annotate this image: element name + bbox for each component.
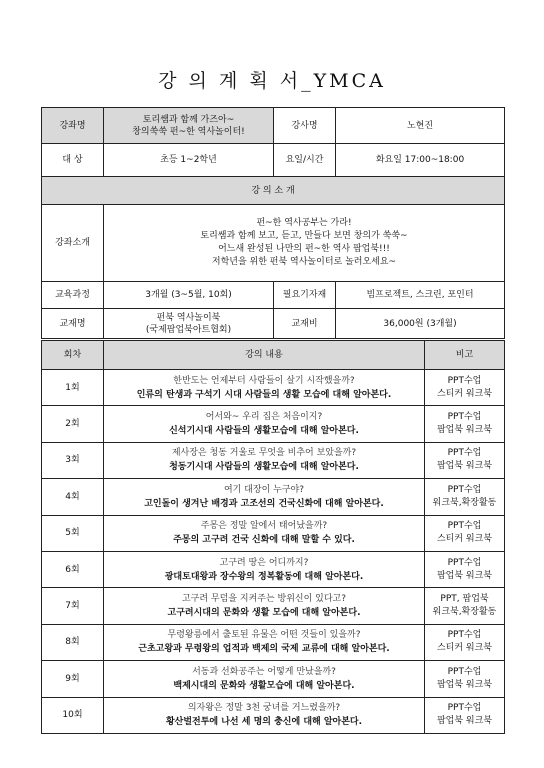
note-line1: PPT수업 [447, 666, 482, 677]
instructor-value: 노현진 [336, 108, 505, 144]
intro-header: 강 의 소 개 [42, 177, 505, 205]
session-cell: 3회 [42, 442, 104, 478]
note-cell [425, 479, 505, 515]
intro-line: 저학년을 위한 펀북 역사놀이터로 놀러오세요~ [211, 257, 397, 267]
session-cell: 8회 [42, 624, 104, 660]
content-question: 의자왕은 정말 3천 궁녀를 거느렸을까? [187, 703, 341, 714]
supplies-label: 필요기자재 [274, 282, 336, 309]
content-objective: 인류의 탄생과 구석기 시대 사람들의 생활 모습에 대해 알아본다. [136, 389, 392, 400]
note-line1: PPT수업 [447, 412, 482, 423]
session-cell: 9회 [42, 661, 104, 697]
session-cell: 7회 [42, 588, 104, 624]
note-line2: 팝업북 워크북 [436, 679, 493, 690]
content-objective: 청동기시대 사람들의 생활모습에 대해 알아본다. [169, 462, 359, 473]
schedule-row [42, 624, 505, 660]
note-line1: PPT수업 [447, 557, 482, 568]
session-cell: 4회 [42, 479, 104, 515]
note-cell [425, 515, 505, 551]
textbook-line1: 펀북 역사놀이북 [156, 312, 221, 323]
schedule-row [42, 406, 505, 442]
note-line2: 워크북,확장활동 [432, 497, 497, 508]
content-cell [104, 442, 425, 478]
textbook-value [104, 309, 274, 339]
content-question: 고구려 무덤을 지켜주는 방위신이 있다고? [181, 594, 347, 605]
content-objective: 근초고왕과 무령왕의 업적과 백제의 국제 교류에 대해 알아본다. [138, 644, 390, 655]
content-cell [104, 406, 425, 442]
instructor-label: 강사명 [274, 108, 336, 144]
content-cell [104, 479, 425, 515]
content-question: 제사장은 청동 거울로 무엇을 비추어 보았을까? [171, 448, 357, 459]
note-line2: 팝업북 워크북 [436, 716, 493, 727]
lecture-schedule-table [41, 340, 505, 734]
note-cell [425, 624, 505, 660]
intro-text [104, 205, 505, 282]
course-name-line2: 창의쑥쑥 펀~한 역사놀이터! [132, 126, 245, 137]
content-objective: 신석기시대 사람들의 생활모습에 대해 알아본다. [169, 426, 359, 437]
content-cell [104, 515, 425, 551]
content-objective: 고구려시대의 문화와 생활 모습에 대해 알아본다. [167, 608, 361, 619]
content-objective: 황산벌전투에 나선 세 명의 충신에 대해 알아본다. [165, 717, 363, 728]
note-line1: PPT수업 [447, 375, 482, 386]
schedule-row [42, 479, 505, 515]
note-line2: 팝업북 워크북 [436, 570, 493, 581]
content-cell [104, 588, 425, 624]
schedule-row [42, 661, 505, 697]
course-name-label: 강좌명 [42, 108, 104, 144]
content-question: 한반도는 언제부터 사람들이 살기 시작했을까? [173, 375, 355, 386]
intro-line: 어느새 완성된 나만의 펀~한 역사 팝업북!!! [218, 244, 390, 254]
content-cell [104, 551, 425, 587]
schedule-value: 화요일 17:00~18:00 [336, 144, 505, 177]
content-objective: 백제시대의 문화와 생활모습에 대해 알아본다. [173, 680, 355, 691]
content-cell [104, 697, 425, 733]
schedule-label: 요일/시간 [274, 144, 336, 177]
session-cell: 5회 [42, 515, 104, 551]
supplies-value: 빔프로젝트, 스크린, 포인터 [336, 282, 505, 309]
intro-line: 토리쌤과 함께 보고, 듣고, 만들다 보면 창의가 쑥쑥~ [200, 231, 408, 241]
note-header: 비고 [425, 341, 505, 370]
content-question: 여기 대장이 누구야? [223, 484, 305, 495]
session-cell: 6회 [42, 551, 104, 587]
schedule-row [42, 370, 505, 406]
content-question: 어서와~ 우리 집은 처음이지? [205, 412, 323, 423]
fee-value: 36,000원 (3개월) [336, 309, 505, 339]
content-cell [104, 661, 425, 697]
schedule-row [42, 515, 505, 551]
note-cell [425, 370, 505, 406]
note-cell [425, 661, 505, 697]
session-cell: 10회 [42, 697, 104, 733]
content-cell [104, 370, 425, 406]
content-question: 주몽은 정말 알에서 태어났을까? [200, 521, 328, 532]
textbook-line2: (국제팝업북아트협회) [145, 324, 232, 335]
note-line2: 팝업북 워크북 [436, 461, 493, 472]
document-title: 강 의 계 획 서_YMCA [158, 70, 386, 92]
schedule-row [42, 551, 505, 587]
note-line2: 스티커 워크북 [436, 388, 493, 399]
note-line2: 스티커 워크북 [436, 643, 493, 654]
intro-line: 펀~한 역사공부는 가라! [256, 218, 352, 228]
period-value: 3개월 (3~5월, 10회) [104, 282, 274, 309]
target-value: 초등 1~2학년 [104, 144, 274, 177]
content-header: 강의 내용 [104, 341, 425, 370]
note-cell [425, 406, 505, 442]
schedule-row [42, 697, 505, 733]
note-line1: PPT수업 [447, 448, 482, 459]
content-objective: 고인돌이 생겨난 배경과 고조선의 건국신화에 대해 알아본다. [144, 498, 384, 509]
note-line1: PPT수업 [447, 484, 482, 495]
content-question: 무령왕릉에서 출토된 유물은 어떤 것들이 있을까? [167, 630, 361, 641]
textbook-label: 교재명 [42, 309, 104, 339]
note-cell [425, 588, 505, 624]
note-line2: 스티커 워크북 [436, 534, 493, 545]
note-cell [425, 442, 505, 478]
note-line1: PPT, 팝업북 [440, 594, 489, 605]
note-cell [425, 551, 505, 587]
content-question: 고구려 땅은 어디까지? [219, 557, 309, 568]
note-line1: PPT수업 [447, 703, 482, 714]
intro-label: 강좌소개 [42, 205, 104, 282]
note-cell [425, 697, 505, 733]
content-objective: 광대토대왕과 장수왕의 정복활동에 대해 알아본다. [164, 571, 364, 582]
content-objective: 주몽의 고구려 건국 신화에 대해 말할 수 있다. [173, 535, 355, 546]
content-cell [104, 624, 425, 660]
course-info-table [41, 107, 505, 339]
fee-label: 교재비 [274, 309, 336, 339]
period-label: 교육과정 [42, 282, 104, 309]
target-label: 대 상 [42, 144, 104, 177]
course-name-value [104, 108, 274, 144]
note-line1: PPT수업 [447, 521, 482, 532]
note-line2: 팝업북 워크북 [436, 425, 493, 436]
schedule-row [42, 442, 505, 478]
session-header: 회차 [42, 341, 104, 370]
schedule-row [42, 588, 505, 624]
content-question: 서동과 선화공주는 어떻게 만났을까? [192, 666, 336, 677]
course-name-line1: 토리쌤과 함께 가즈아~ [142, 114, 235, 125]
session-cell: 2회 [42, 406, 104, 442]
note-line1: PPT수업 [447, 630, 482, 641]
session-cell: 1회 [42, 370, 104, 406]
note-line2: 워크북,확장활동 [432, 607, 497, 618]
